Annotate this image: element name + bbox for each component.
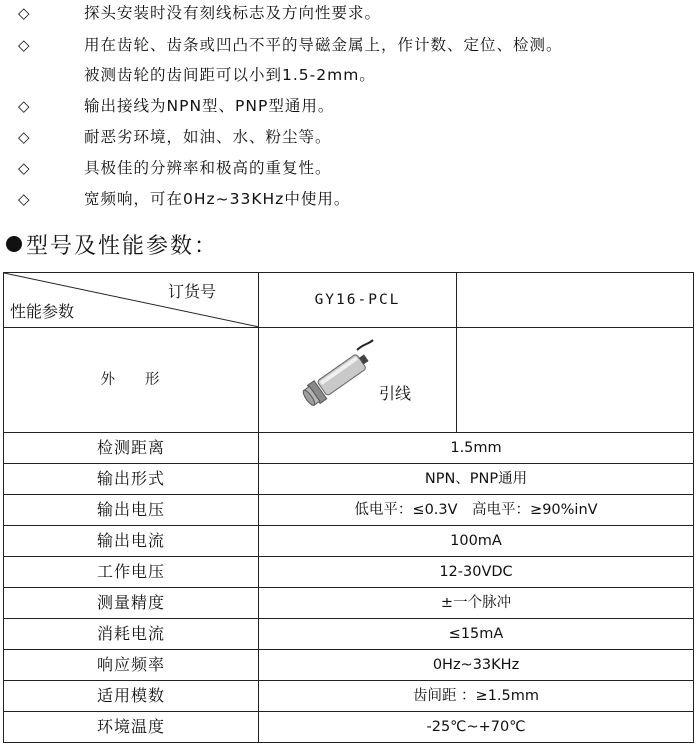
feature-item <box>18 35 563 55</box>
diamond-bullet-icon: ◇ <box>18 128 31 146</box>
table-row <box>4 712 694 743</box>
param-value: 1.5mm <box>259 433 694 464</box>
param-label: 工作电压 <box>4 557 259 588</box>
diamond-bullet-icon: ◇ <box>18 36 31 54</box>
param-label: 响应频率 <box>4 650 259 681</box>
table-row <box>4 495 694 526</box>
param-value: 100mA <box>259 526 694 557</box>
feature-item <box>18 158 332 178</box>
param-label: 输出形式 <box>4 464 259 495</box>
spec-table <box>3 272 694 743</box>
appearance-label-char-1: 外 <box>100 372 117 388</box>
cylindrical-sensor-icon <box>299 338 379 418</box>
feature-item <box>18 189 351 209</box>
feature-text: 输出接线为NPN型、PNP型通用。 <box>84 97 335 115</box>
param-label: 消耗电流 <box>4 619 259 650</box>
table-header-row <box>4 273 694 328</box>
diamond-bullet-icon: ◇ <box>18 97 31 115</box>
param-label: 环境温度 <box>4 712 259 743</box>
diamond-bullet-icon: ◇ <box>18 4 31 22</box>
order-number-label: 订货号 <box>167 282 216 301</box>
feature-text: 被测齿轮的齿间距可以小到1.5-2mm。 <box>84 66 376 84</box>
feature-text: 探头安装时没有刻线标志及方向性要求。 <box>84 4 382 22</box>
param-value: 0Hz~33KHz <box>259 650 694 681</box>
param-value: ≤15mA <box>259 619 694 650</box>
appearance-row <box>4 328 694 433</box>
model-number: GY16-PCL <box>259 273 457 328</box>
table-row <box>4 464 694 495</box>
param-label: 测量精度 <box>4 588 259 619</box>
param-value: -25℃~+70℃ <box>259 712 694 743</box>
feature-item <box>18 96 335 116</box>
lead-wire-label: 引线 <box>379 384 412 403</box>
param-value: NPN、PNP通用 <box>259 464 694 495</box>
param-value: 齿间距 ：≥1.5mm <box>259 681 694 712</box>
diamond-bullet-icon: ◇ <box>18 159 31 177</box>
param-value: ±一个脉冲 <box>259 588 694 619</box>
section-heading <box>6 232 218 262</box>
param-value: 低电平：≤0.3V 高电平：≥90%inV <box>259 495 694 526</box>
param-label: 输出电压 <box>4 495 259 526</box>
table-row <box>4 650 694 681</box>
feature-item <box>18 3 382 23</box>
param-label: 适用模数 <box>4 681 259 712</box>
feature-text: 宽频响，可在0Hz~33KHz中使用。 <box>84 190 351 208</box>
param-label: 检测距离 <box>4 433 259 464</box>
table-row <box>4 619 694 650</box>
feature-text: 具极佳的分辨率和极高的重复性。 <box>84 159 332 177</box>
feature-text: 用在齿轮、齿条或凹凸不平的导磁金属上，作计数、定位、检测。 <box>84 36 563 54</box>
diamond-bullet-icon: ◇ <box>18 190 31 208</box>
feature-text: 耐恶劣环境，如油、水、粉尘等。 <box>84 128 332 146</box>
table-row <box>4 681 694 712</box>
product-image-cell <box>259 328 457 433</box>
section-title-text: 型号及性能参数： <box>26 234 219 259</box>
param-value: 12-30VDC <box>259 557 694 588</box>
table-row <box>4 588 694 619</box>
table-row <box>4 557 694 588</box>
feature-item <box>18 127 332 147</box>
appearance-label <box>4 328 259 433</box>
feature-item-continuation <box>18 65 376 85</box>
empty-header-cell <box>457 273 694 328</box>
table-row <box>4 526 694 557</box>
bullet-dot-icon <box>6 236 22 252</box>
empty-image-cell <box>457 328 694 433</box>
param-label: 输出电流 <box>4 526 259 557</box>
appearance-label-char-2: 形 <box>145 372 162 388</box>
table-row <box>4 433 694 464</box>
performance-param-label: 性能参数 <box>10 302 75 321</box>
table-corner-header <box>4 273 259 328</box>
